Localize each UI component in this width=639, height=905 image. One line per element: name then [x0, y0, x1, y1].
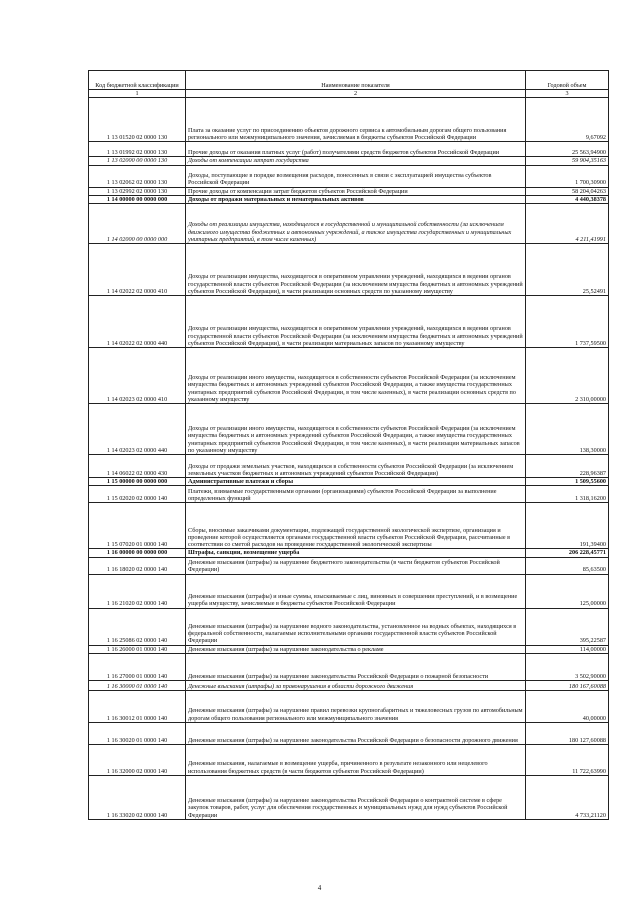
code-cell: 1 13 02062 02 0000 130 [89, 165, 186, 187]
code-cell: 1 13 02992 02 0000 130 [89, 187, 186, 195]
value-cell: 4 440,38378 [526, 195, 609, 203]
index-cell-2: 2 [186, 90, 526, 98]
page-number: 4 [317, 884, 322, 892]
table-row [89, 723, 609, 745]
table-row [89, 404, 609, 455]
table-row [89, 486, 609, 503]
name-cell: Денежные взыскания (штрафы) за нарушение законодательства Российской Федерации о безопасности дорожного движения [186, 723, 526, 745]
table-row [89, 549, 609, 557]
name-cell: Денежные взыскания (штрафы) и иные суммы, взыскиваемые с лиц, виновных в совершении преступлений, и в возмещение ущерба имуществу, зачисляемые в бюджеты субъектов Российской Федерации [186, 574, 526, 608]
value-cell: 191,39400 [526, 503, 609, 549]
value-cell: 138,30000 [526, 404, 609, 455]
table-row [89, 574, 609, 608]
header-name: Наименование показателя [186, 71, 526, 90]
index-cell-1: 1 [89, 90, 186, 98]
table-row [89, 165, 609, 187]
table-row [89, 296, 609, 348]
value-cell: 1 737,59500 [526, 296, 609, 348]
name-cell: Доходы, поступающие в порядке возмещения расходов, понесенных в связи с эксплуатацией имущества субъектов Российской Федерации [186, 165, 526, 187]
value-cell: 125,00000 [526, 574, 609, 608]
code-cell: 1 16 30020 01 0000 140 [89, 723, 186, 745]
value-cell: 40,00000 [526, 691, 609, 723]
table-row [89, 478, 609, 486]
value-cell: 1 700,30900 [526, 165, 609, 187]
code-cell: 1 16 00000 00 0000 000 [89, 549, 186, 557]
code-cell: 1 14 06022 02 0000 430 [89, 455, 186, 478]
table-row [89, 745, 609, 776]
name-cell: Денежные взыскания (штрафы) за нарушение бюджетного законодательства (в части бюджетов субъектов Российской Федерации) [186, 557, 526, 574]
name-cell: Денежные взыскания (штрафы) за правонарушения в области дорожного движения [186, 681, 526, 691]
code-cell: 1 16 21020 02 0000 140 [89, 574, 186, 608]
budget-revenue-table [88, 70, 609, 820]
name-cell: Административные платежи и сборы [186, 478, 526, 486]
table-header-row [89, 71, 609, 90]
code-cell: 1 14 02022 02 0000 410 [89, 244, 186, 296]
code-cell: 1 14 02023 02 0000 440 [89, 404, 186, 455]
table-row [89, 187, 609, 195]
name-cell: Денежные взыскания (штрафы) за нарушение законодательства о рекламе [186, 645, 526, 653]
value-cell: 2 310,00000 [526, 348, 609, 404]
name-cell: Денежные взыскания (штрафы) за нарушение законодательства Российской Федерации о контрактной системе в сфере закупок товаров, работ, услуг для обеспечения государственных и муниципальных нужд для нужд субъектов Российской Федерации [186, 776, 526, 820]
name-cell: Денежные взыскания (штрафы) за нарушение законодательства Российской Федерации о пожарной безопасности [186, 654, 526, 681]
code-cell: 1 13 02000 00 0000 130 [89, 157, 186, 165]
table-row [89, 681, 609, 691]
value-cell: 1 318,16200 [526, 486, 609, 503]
value-cell: 59 904,35163 [526, 157, 609, 165]
name-cell: Доходы от продажи земельных участков, находящихся в собственности субъектов Российской Федерации (за исключением земельных участков бюджетных и автономных учреждений субъектов Российской Федерации) [186, 455, 526, 478]
value-cell: 1 509,55600 [526, 478, 609, 486]
name-cell: Доходы от реализации иного имущества, находящегося в собственности субъектов Российской Федерации (за исключением имущества бюджетных и автономных учреждений субъектов Российской Федерации, а также имущества государственных унитарных предприятий субъектов Российской Федерации, в том числе казенных), в части реализации материальных запасов по указанному имуществу [186, 404, 526, 455]
code-cell: 1 16 30012 01 0000 140 [89, 691, 186, 723]
table-row [89, 557, 609, 574]
header-code: Код бюджетной классификации [89, 71, 186, 90]
name-cell: Прочие доходы от оказания платных услуг (работ) получателями средств бюджетов субъектов Российской Федерации [186, 142, 526, 157]
name-cell: Прочие доходы от компенсации затрат бюджетов субъектов Российской Федерации [186, 187, 526, 195]
table-row [89, 98, 609, 142]
code-cell: 1 14 00000 00 0000 000 [89, 195, 186, 203]
value-cell: 58 204,04263 [526, 187, 609, 195]
header-value: Годовой объем [526, 71, 609, 90]
value-cell: 180 127,60088 [526, 723, 609, 745]
name-cell: Плата за оказание услуг по присоединению объектов дорожного сервиса к автомобильным дорогам общего пользования регионального или межмуниципального значения, зачисляемая в бюджеты субъектов Российской Федерации [186, 98, 526, 142]
code-cell: 1 14 02023 02 0000 410 [89, 348, 186, 404]
value-cell: 25,52491 [526, 244, 609, 296]
name-cell: Денежные взыскания (штрафы) за нарушение водного законодательства, установленное на водных объектах, находящихся в федеральной собственности, налагаемые исполнительными органами государственной власти субъектов Российской Федерации [186, 608, 526, 645]
code-cell: 1 16 30000 01 0000 140 [89, 681, 186, 691]
table-row [89, 776, 609, 820]
value-cell: 3 502,90000 [526, 654, 609, 681]
name-cell: Сборы, вносимые заказчиками документации, подлежащей государственной экологической экспертизе, организация и проведение которой осуществляется органами государственной власти субъектов Российской Федерации, рассчитанные в соответствии со сметой расходов на проведение государственной экологической экспертизы [186, 503, 526, 549]
value-cell: 4 733,21120 [526, 776, 609, 820]
table-index-row [89, 90, 609, 98]
name-cell: Штрафы, санкции, возмещение ущерба [186, 549, 526, 557]
name-cell: Доходы от реализации имущества, находящегося в государственной и муниципальной собственности (за исключением движимого имущества бюджетных и автономных учреждений, а также имущества государственных и муниципальных унитарных предприятий, в том числе казенных) [186, 204, 526, 244]
code-cell: 1 15 07020 01 0000 140 [89, 503, 186, 549]
value-cell: 4 211,41991 [526, 204, 609, 244]
value-cell: 206 228,45771 [526, 549, 609, 557]
value-cell: 9,67092 [526, 98, 609, 142]
code-cell: 1 14 02000 00 0000 000 [89, 204, 186, 244]
code-cell: 1 15 00000 00 0000 000 [89, 478, 186, 486]
table-row [89, 204, 609, 244]
code-cell: 1 16 18020 02 0000 140 [89, 557, 186, 574]
table-row [89, 645, 609, 653]
code-cell: 1 16 26000 01 0000 140 [89, 645, 186, 653]
value-cell: 11 722,63990 [526, 745, 609, 776]
name-cell: Доходы от реализации имущества, находящегося в оперативном управлении учреждений, находящихся в ведении органов государственной власти субъектов Российской Федерации (за исключением имущества бюджетных и автономных учреждений субъектов Российской Федерации), в части реализации материальных запасов по указанному имуществу [186, 296, 526, 348]
value-cell: 180 167,60088 [526, 681, 609, 691]
table-row [89, 142, 609, 157]
code-cell: 1 15 02020 02 0000 140 [89, 486, 186, 503]
table-row [89, 157, 609, 165]
table-row [89, 455, 609, 478]
name-cell: Платежи, взимаемые государственными органами (организациями) субъектов Российской Федерации за выполнение определенных функций [186, 486, 526, 503]
code-cell: 1 16 33020 02 0000 140 [89, 776, 186, 820]
value-cell: 25 563,94900 [526, 142, 609, 157]
table-row [89, 244, 609, 296]
table-row [89, 503, 609, 549]
table-body [89, 98, 609, 820]
value-cell: 228,96387 [526, 455, 609, 478]
table-row [89, 348, 609, 404]
code-cell: 1 16 27000 01 0000 140 [89, 654, 186, 681]
code-cell: 1 13 01992 02 0000 130 [89, 142, 186, 157]
code-cell: 1 14 02022 02 0000 440 [89, 296, 186, 348]
code-cell: 1 13 01520 02 0000 130 [89, 98, 186, 142]
value-cell: 395,22587 [526, 608, 609, 645]
name-cell: Доходы от реализации иного имущества, находящегося в собственности субъектов Российской Федерации (за исключением имущества бюджетных и автономных учреждений субъектов Российской Федерации, а также имущества государственных унитарных предприятий субъектов Российской Федерации, в том числе казенных), в части реализации основных средств по указанному имуществу [186, 348, 526, 404]
value-cell: 85,63500 [526, 557, 609, 574]
value-cell: 114,00000 [526, 645, 609, 653]
name-cell: Денежные взыскания (штрафы) за нарушение правил перевозки крупногабаритных и тяжеловесных грузов по автомобильным дорогам общего пользования регионального или межмуниципального значения [186, 691, 526, 723]
table-row [89, 691, 609, 723]
code-cell: 1 16 32000 02 0000 140 [89, 745, 186, 776]
name-cell: Денежные взыскания, налагаемые в возмещение ущерба, причиненного в результате незаконного или нецелевого использования бюджетных средств (в части бюджетов субъектов Российской Федерации) [186, 745, 526, 776]
name-cell: Доходы от продажи материальных и нематериальных активов [186, 195, 526, 203]
name-cell: Доходы от реализации имущества, находящегося в оперативном управлении учреждений, находящихся в ведении органов государственной власти субъектов Российской Федерации (за исключением имущества бюджетных и автономных учреждений субъектов Российской Федерации), в части реализации основных средств по указанному имуществу [186, 244, 526, 296]
name-cell: Доходы от компенсации затрат государства [186, 157, 526, 165]
index-cell-3: 3 [526, 90, 609, 98]
code-cell: 1 16 25086 02 0000 140 [89, 608, 186, 645]
table-row [89, 195, 609, 203]
table-row [89, 608, 609, 645]
table-row [89, 654, 609, 681]
